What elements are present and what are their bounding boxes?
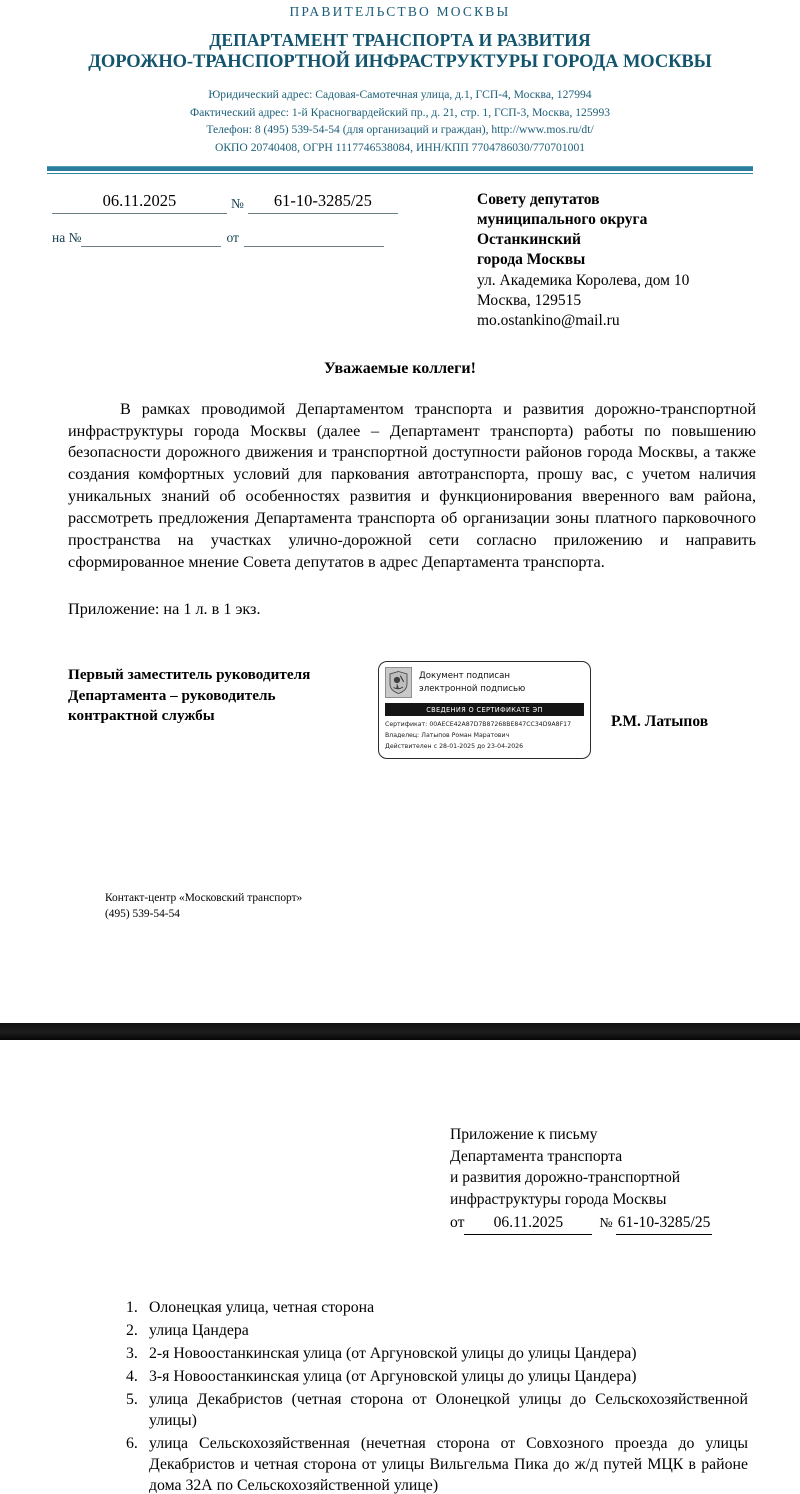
esign-heading-line-1: Документ подписан xyxy=(419,671,511,682)
addressee-line-1: Совету депутатов xyxy=(477,190,600,208)
divider-thin-rule xyxy=(47,173,753,174)
incoming-reference-line xyxy=(52,230,425,247)
organization-requisites xyxy=(30,86,770,156)
esign-owner-row xyxy=(385,731,584,742)
esign-validity-label: Действителен xyxy=(385,742,432,750)
addressee-line-2: муниципального округа xyxy=(477,210,648,228)
esign-validity-row xyxy=(385,742,584,753)
moscow-coat-of-arms-icon xyxy=(385,667,412,698)
addressee xyxy=(477,190,770,332)
appendix-header xyxy=(30,1042,770,1235)
appendix-head-line-4: инфраструктуры города Москвы xyxy=(450,1190,667,1208)
legal-address: Юридический адрес: Садовая-Самотечная улица, д.1, ГСП-4, Москва, 127994 xyxy=(208,88,592,102)
outgoing-number-field[interactable]: 61-10-3285/25 xyxy=(248,190,398,214)
list-item-number: 6. xyxy=(126,1434,138,1452)
addressee-block xyxy=(425,190,770,332)
appendix-head-line-1: Приложение к письму xyxy=(450,1126,598,1143)
divider-thick-rule xyxy=(47,166,753,171)
addressee-line-3: Останкинский xyxy=(477,231,581,249)
signer-position-line-1: Первый заместитель руководителя xyxy=(68,666,311,684)
esign-certificate-bar: СВЕДЕНИЯ О СЕРТИФИКАТЕ ЭП xyxy=(385,703,584,716)
department-title-line-1: ДЕПАРТАМЕНТ ТРАНСПОРТА И РАЗВИТИЯ xyxy=(209,30,591,50)
appendix-page xyxy=(0,1042,800,1494)
appendix-number-sign-icon: № xyxy=(599,1215,613,1231)
reply-date-label: от xyxy=(226,229,239,245)
esign-certificate-value: 00AECE42A87D7B87268BE847CC34D9A8F17 xyxy=(429,721,572,729)
appendix-date-field[interactable]: 06.11.2025 xyxy=(464,1212,592,1235)
street-list xyxy=(30,1297,770,1494)
esign-heading xyxy=(419,670,525,695)
letter-body: В рамках проводимой Департаментом транспорта и развития дорожно-транспортной инфраструктуры города Москвы (далее – Департамент транспорта) работы по повышению безопасности дорожного движения и транспортной доступности районов города Москвы, а также создания комфортных условий для паркования автотранспорта, прошу вас, с учетом наличия уникальных знаний об особенностях развития и функционирования вверенного вам района, рассмотреть предложения Департамента транспорта об организации зоны платного парковочного пространства на участках улично-дорожной сети согласно приложению и направить сформированное мнение Совета депутатов в адрес Департамента транспорта. xyxy=(68,399,756,572)
salutation: Уважаемые коллеги! xyxy=(324,359,476,377)
signer-position xyxy=(68,661,378,726)
contact-center-phone: (495) 539-54-54 xyxy=(105,908,180,921)
list-item-label: улица Декабристов (четная сторона от Олонецкой улицы до Сельскохозяйственной улицы) xyxy=(149,1390,748,1429)
actual-address: Фактический адрес: 1-й Красногвардейский пр., д. 21, стр. 1, ГСП-3, Москва, 125993 xyxy=(189,105,611,119)
outgoing-date-field[interactable]: 06.11.2025 xyxy=(52,190,227,214)
registration-codes: ОКПО 20740408, ОГРН 1117746538084, ИНН/КПП 7704786030/770701001 xyxy=(214,140,586,154)
esign-owner-value: Латыпов Роман Маратович xyxy=(421,731,510,739)
list-item-label: Олонецкая улица, четная сторона xyxy=(149,1298,375,1316)
list-item-number: 3. xyxy=(126,1344,138,1362)
footer-contact-block xyxy=(105,890,302,922)
esign-certificate-details xyxy=(385,720,584,752)
department-title-line-2: ДОРОЖНО-ТРАНСПОРТНОЙ ИНФРАСТРУКТУРЫ ГОРОДА МОСКВЫ xyxy=(88,52,712,73)
signer-position-line-3: контрактной службы xyxy=(68,706,215,724)
government-line: ПРАВИТЕЛЬСТВО МОСКВЫ xyxy=(289,4,511,19)
letterhead xyxy=(30,0,770,174)
appendix-number-field[interactable]: 61-10-3285/25 xyxy=(616,1212,713,1235)
electronic-signature-stamp xyxy=(378,661,591,759)
number-sign-icon: № xyxy=(231,195,244,211)
department-title xyxy=(30,29,770,75)
signer-name: Р.М. Латыпов xyxy=(611,713,709,731)
list-item xyxy=(126,1389,748,1431)
appendix-head-line-3: и развития дорожно-транспортной xyxy=(450,1169,681,1187)
esign-heading-line-2: электронной подписью xyxy=(419,683,526,694)
list-item xyxy=(126,1433,748,1494)
list-item-number: 2. xyxy=(126,1321,138,1339)
addressee-city-postcode: Москва, 129515 xyxy=(477,291,582,309)
registration-and-addressee-row xyxy=(30,190,770,332)
phone-and-website: Телефон: 8 (495) 539-54-54 (для организаций и граждан), http://www.mos.ru/dt/ xyxy=(206,123,594,137)
esign-owner-label: Владелец: xyxy=(385,731,420,739)
list-item xyxy=(126,1366,748,1387)
list-item-label: 3-я Новоостанкинская улица (от Аргуновской улицы до улицы Цандера) xyxy=(149,1367,637,1385)
signature-row xyxy=(30,661,770,759)
addressee-line-4: города Москвы xyxy=(477,251,586,269)
reply-date-field[interactable] xyxy=(244,245,384,247)
list-item xyxy=(126,1343,748,1364)
contact-center-label: Контакт-центр «Московский транспорт» xyxy=(105,892,303,904)
appendix-registration-line xyxy=(450,1212,770,1235)
reply-number-label: на № xyxy=(52,229,82,245)
appendix-from-label: от xyxy=(450,1214,465,1232)
appendix-head-line-2: Департамента транспорта xyxy=(450,1147,623,1165)
list-item-number: 1. xyxy=(126,1298,138,1316)
list-item-label: 2-я Новоостанкинская улица (от Аргуновской улицы до улицы Цандера) xyxy=(149,1344,637,1362)
list-item-label: улица Сельскохозяйственная (нечетная сторона от Совхозного проезда до улицы Декабристов и четная сторона от улицы Вильгельма Пика до ж/д путей МЦК в районе дома 32А по Сельскохозяйственной улице) xyxy=(149,1434,748,1494)
letterhead-divider xyxy=(30,166,770,174)
signer-position-line-2: Департамента – руководитель xyxy=(68,686,276,704)
esign-validity-value: с 28-01-2025 до 23-04-2026 xyxy=(433,742,524,750)
esign-certificate-label: Сертификат: xyxy=(385,721,428,729)
esign-certificate-row xyxy=(385,720,584,731)
attachment-note: Приложение: на 1 л. в 1 экз. xyxy=(68,600,261,619)
reply-number-field[interactable] xyxy=(81,245,221,247)
outgoing-registration-line xyxy=(52,190,425,214)
list-item xyxy=(126,1297,748,1318)
registration-block xyxy=(30,190,425,332)
addressee-email[interactable]: mo.ostankino@mail.ru xyxy=(477,312,620,330)
page-separator-band xyxy=(0,1023,800,1042)
list-item-number: 4. xyxy=(126,1367,138,1385)
addressee-street: ул. Академика Королева, дом 10 xyxy=(477,271,690,289)
list-item-number: 5. xyxy=(126,1390,138,1408)
esign-header xyxy=(385,667,584,698)
list-item-label: улица Цандера xyxy=(149,1321,249,1339)
list-item xyxy=(126,1320,748,1341)
